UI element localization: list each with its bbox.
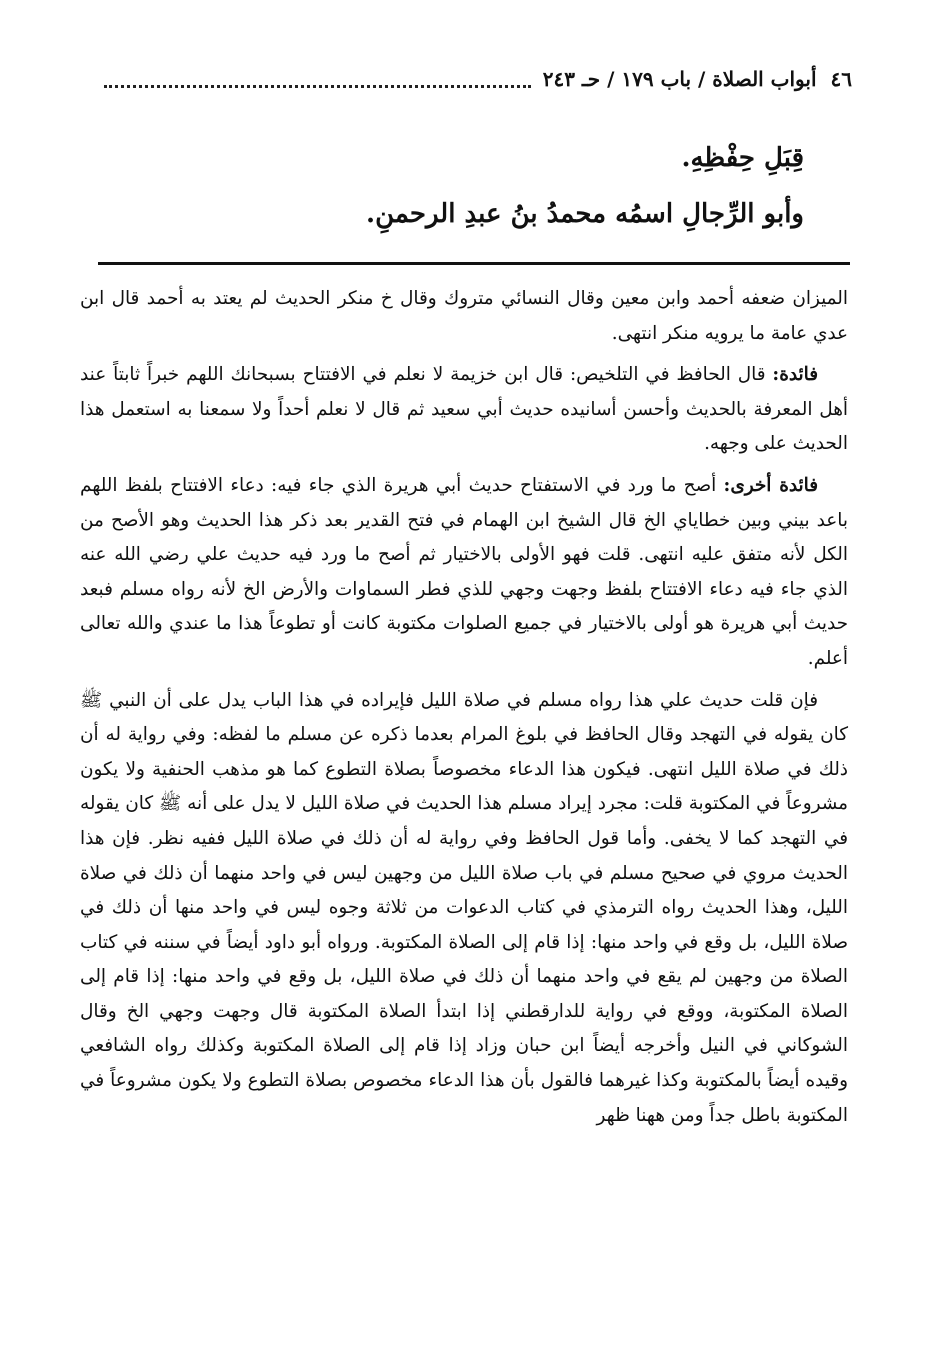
main-text-line-1: قِبَلِ حِفْظِهِ. [681, 143, 804, 173]
footnote-label: فائدة: [772, 364, 818, 386]
main-text-line-2: وأبو الرِّجالِ اسمُه محمدُ بنُ عبدِ الرحمنِ. [366, 199, 804, 229]
footnotes [80, 282, 848, 1140]
main-text [120, 130, 840, 242]
running-header [92, 62, 852, 96]
footnote-text: الميزان ضعفه أحمد وابن معين وقال النسائي متروك وقال خ منكر الحديث لم يعتد به أحمد قال ابن عدي عامة ما يرويه منكر انتهى. [80, 288, 848, 344]
footnote-paragraph [80, 469, 848, 677]
footnote-paragraph [80, 684, 848, 1134]
footnote-separator [98, 262, 850, 265]
footnote-text: أصح ما ورد في الاستفتاح حديث أبي هريرة الذي جاء فيه: دعاء الافتتاح بلفظ اللهم باعد بيني وبين خطاياي الخ قال الشيخ ابن الهمام في فتح القدير بعد ذكر هذا الحديث وهو الأصح من الكل لأنه متفق عليه انتهى. قلت فهو الأولى بالاختيار ثم أصح ما ورد فيه حديث علي رضي الله عنه الذي جاء فيه دعاء الافتتاح بلفظ وجهت وجهي للذي فطر السماوات والأرض الخ لأنه رواه مسلم فبعد حديث أبي هريرة هو أولى بالاختيار في جميع الصلوات مكتوبة كانت أو تطوعاً هذا ما عندي والله تعالى أعلم. [80, 474, 848, 669]
footnote-paragraph [80, 358, 848, 462]
footnote-text: فإن قلت حديث علي هذا رواه مسلم في صلاة الليل فإيراده في هذا الباب يدل على أن النبي ﷺ كان يقوله في التهجد وقال الحافظ في بلوغ المرام بعدما ذكره عن مسلم ما لفظه: وفي رواية له أن ذلك في صلاة الليل انتهى. فيكون هذا الدعاء مخصوصاً بصلاة التطوع كما هو مذهب الحنفية ولا يكون مشروعاً في المكتوبة قلت: مجرد إيراد مسلم هذا الحديث في صلاة الليل لا يدل على أنه ﷺ كان يقوله في التهجد كما لا يخفى. وأما قول الحافظ وفي رواية له أن ذلك في صلاة الليل ففيه نظر. فإن هذا الحديث مروي في صحيح مسلم في باب صلاة الليل من وجهين ليس في واحد منهما أن ذلك في صلاة الليل، وهذا الحديث رواه الترمذي في كتاب الدعوات من ثلاثة وجوه ليس في واحد منها أن ذلك في صلاة الليل، بل وقع في واحد منها: إذا قام إلى الصلاة المكتوبة. ورواه أبو داود أيضاً في سننه في كتاب الصلاة من وجهين لم يقع في واحد منهما أن ذلك في صلاة الليل، بل وقع في واحد منها: إذا قام إلى الصلاة المكتوبة، ووقع في رواية للدارقطني إذا ابتدأ الصلاة المكتوبة قال وجهت وجهي الخ وقال الشوكاني في النيل وأخرجه أيضاً ابن حبان وزاد إذا قام إلى الصلاة المكتوبة وكذلك رواه الشافعي وقيده أيضاً بالمكتوبة وكذا غيرهما فالقول بأن هذا الدعاء مخصوص بصلاة التطوع ولا يكون مشروعاً في المكتوبة باطل جداً ومن ههنا ظهر [80, 689, 848, 1126]
page-number: ٤٦ [830, 67, 852, 91]
footnote-label: فائدة أخرى: [723, 474, 818, 496]
header-dotted-leader [104, 79, 531, 88]
running-title: أبواب الصلاة / باب ١٧٩ / حـ ٢٤٣ [542, 67, 817, 91]
footnote-text: قال الحافظ في التلخيص: قال ابن خزيمة لا نعلم في الافتتاح بسبحانك اللهم خبراً ثابتاً عند أهل المعرفة بالحديث وأحسن أسانيده حديث أبي سعيد ثم قال لا نعلم أحداً ولا سمعنا به استعمل هذا الحديث على وجهه. [80, 364, 848, 455]
footnote-paragraph [80, 282, 848, 351]
